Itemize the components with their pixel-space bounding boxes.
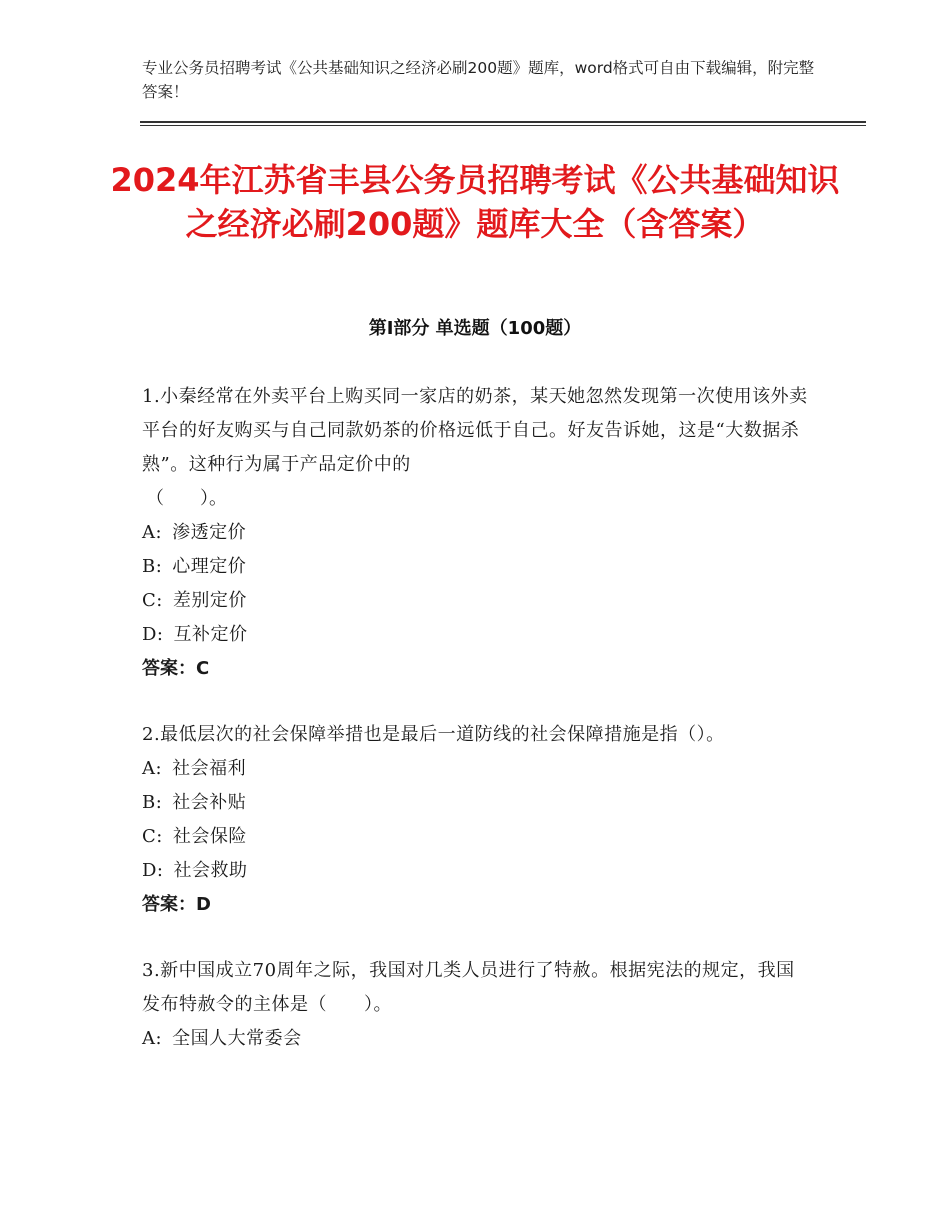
question-1 [142, 380, 812, 686]
option-letter: A: [142, 1028, 163, 1049]
option-text: 渗透定价 [172, 522, 247, 543]
question-stem: 2.最低层次的社会保障举措也是最后一道防线的社会保障措施是指（）。 [142, 724, 725, 745]
option-letter: D: [142, 624, 164, 645]
option-b [142, 550, 812, 584]
option-d [142, 618, 812, 652]
section-heading: 第I部分 单选题（100题） [368, 318, 582, 339]
option-a [142, 752, 812, 786]
option-text: 社会补贴 [172, 792, 247, 813]
answer-label: 答案：C [142, 658, 210, 679]
option-letter: C: [142, 590, 163, 611]
header-note: 专业公务员招聘考试《公共基础知识之经济必刷200题》题库，word格式可自由下载编辑，附完整答案！ [142, 59, 815, 101]
option-text: 社会福利 [172, 758, 247, 779]
option-letter: D: [142, 860, 164, 881]
option-text: 差别定价 [172, 590, 247, 611]
header-divider-thick [140, 121, 866, 123]
option-letter: C: [142, 826, 163, 847]
option-text: 互补定价 [173, 624, 248, 645]
option-c [142, 584, 812, 618]
answer-label: 答案：D [142, 894, 211, 915]
question-list [142, 380, 812, 1088]
header-divider-thin [140, 125, 866, 126]
option-a [142, 516, 812, 550]
option-b [142, 786, 812, 820]
option-letter: A: [142, 522, 163, 543]
option-a [142, 1022, 812, 1056]
question-2 [142, 718, 812, 922]
question-stem: 1.小秦经常在外卖平台上购买同一家店的奶茶，某天她忽然发现第一次使用该外卖平台的好友购买与自己同款奶茶的价格远低于自己。好友告诉她，这是“大数据杀熟”。这种行为属于产品定价中的 [142, 386, 808, 475]
option-d [142, 854, 812, 888]
option-text: 心理定价 [172, 556, 247, 577]
option-text: 全国人大常委会 [172, 1028, 302, 1049]
option-letter: A: [142, 758, 163, 779]
question-3 [142, 954, 812, 1056]
option-c [142, 820, 812, 854]
option-text: 社会保险 [172, 826, 247, 847]
question-blank: （ ）。 [146, 488, 227, 509]
option-text: 社会救助 [173, 860, 248, 881]
document-title: 2024年江苏省丰县公务员招聘考试《公共基础知识之经济必刷200题》题库大全（含答案） [110, 161, 840, 243]
option-letter: B: [142, 556, 163, 577]
question-stem: 3.新中国成立70周年之际，我国对几类人员进行了特赦。根据宪法的规定，我国发布特赦令的主体是（ ）。 [142, 960, 795, 1015]
option-letter: B: [142, 792, 163, 813]
